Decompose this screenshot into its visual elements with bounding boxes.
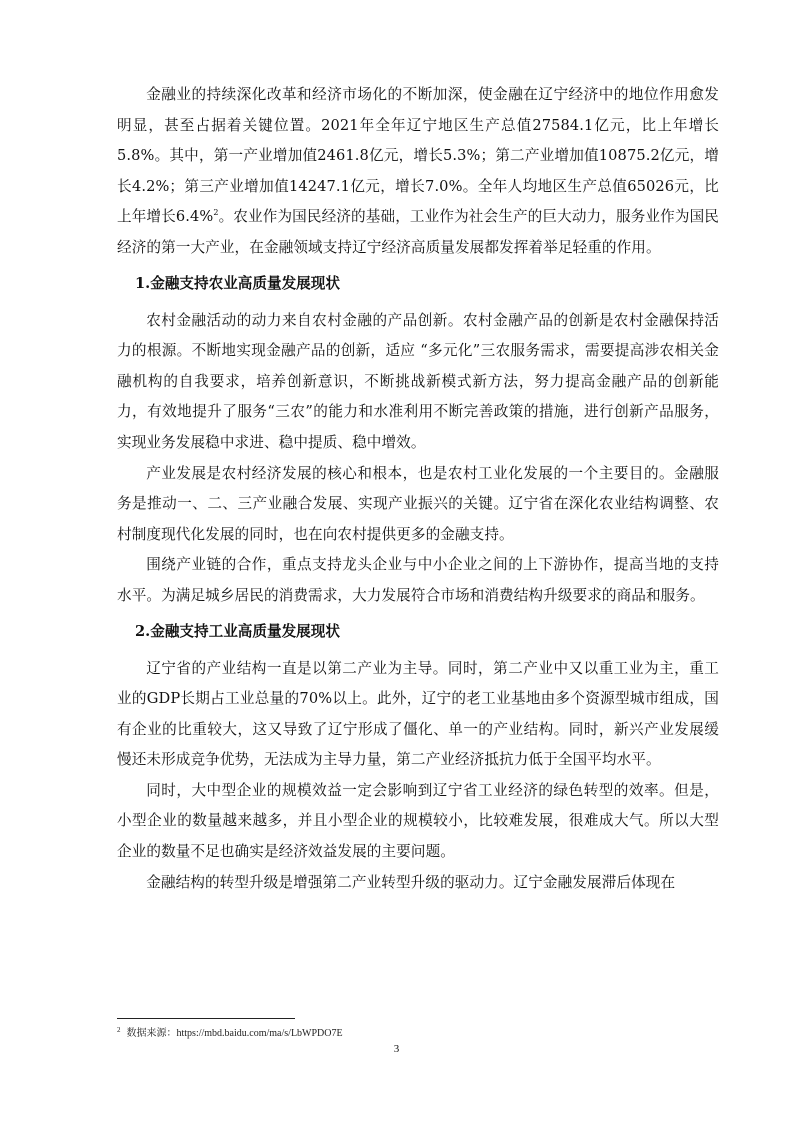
footnote-number: 2	[117, 1025, 121, 1034]
footnote-text[interactable]: 数据来源：https://mbd.baidu.com/ma/s/LbWPDO7E	[126, 1028, 343, 1039]
paragraph-industry-3: 金融结构的转型升级是增强第二产业转型升级的驱动力。辽宁金融发展滞后体现在	[146, 873, 676, 891]
paragraph-industry-2: 同时，大中型企业的规模效益一定会影响到辽宁省工业经济的绿色转型的效率。但是，小型企业的数量越来越多，并且小型企业的规模较小，比较难发展，很难成大气。所以大型企业的数量不足也确实是经济效益发展的主要问题。	[117, 781, 719, 861]
page-number: 3	[393, 1043, 400, 1055]
footnote	[117, 1024, 343, 1039]
paragraph-intro-text-a: 金融业的持续深化改革和经济市场化的不断加深，使金融在辽宁经济中的地位作用愈发明显，甚至占据着关键位置。2021年全年辽宁地区生产总值27584.1亿元，比上年增长5.8%。其中，第一产业增加值2461.8亿元，增长5.3%；第二产业增加值10875.2亿元，增长4.2%；第三产业增加值14247.1亿元，增长7.0%。全年人均地区生产总值65026元，比上年增长6.4%	[117, 86, 719, 226]
paragraph-agri-2: 产业发展是农村经济发展的核心和根本，也是农村工业化发展的一个主要目的。金融服务是推动一、二、三产业融合发展、实现产业振兴的关键。辽宁省在深化农业结构调整、农村制度现代化发展的同时，也在向农村提供更多的金融支持。	[117, 464, 719, 543]
section-heading-industry: 2.金融支持工业高质量发展现状	[135, 622, 340, 640]
paragraph-industry-1: 辽宁省的产业结构一直是以第二产业为主导。同时，第二产业中又以重工业为主，重工业的GDP长期占工业总量的70%以上。此外，辽宁的老工业基地由多个资源型城市组成，国有企业的比重较大，这又导致了辽宁形成了僵化、单一的产业结构。同时，新兴产业发展缓慢还未形成竞争优势，无法成为主导力量，第二产业经济抵抗力低于全国平均水平。	[117, 659, 719, 769]
body-text	[117, 80, 719, 898]
paragraph-agri-3: 围绕产业链的合作，重点支持龙头企业与中小企业之间的上下游协作，提高当地的支持水平。为满足城乡居民的消费需求，大力发展符合市场和消费结构升级要求的商品和服务。	[117, 556, 719, 604]
section-heading-agriculture: 1.金融支持农业高质量发展现状	[135, 274, 340, 292]
footnote-divider	[117, 1018, 295, 1019]
paragraph-agri-1: 农村金融活动的动力来自农村金融的产品创新。农村金融产品的创新是农村金融保持活力的根源。不断地实现金融产品的创新，适应 “多元化”三农服务需求，需要提高涉农相关金融机构的自我要求，培养创新意识，不断挑战新模式新方法，努力提高金融产品的创新能力，有效地提升了服务“三农”的能力和水准利用不断完善政策的措施，进行创新产品服务，实现业务发展稳中求进、稳中提质、稳中增效。	[117, 311, 719, 451]
footnote-reference[interactable]: 2	[213, 208, 219, 218]
paragraph-intro-text-b: 。农业作为国民经济的基础，工业作为社会生产的巨大动力，服务业作为国民经济的第一大产业，在金融领域支持辽宁经济高质量发展都发挥着举足轻重的作用。	[117, 208, 719, 256]
paragraph-intro	[117, 80, 719, 264]
